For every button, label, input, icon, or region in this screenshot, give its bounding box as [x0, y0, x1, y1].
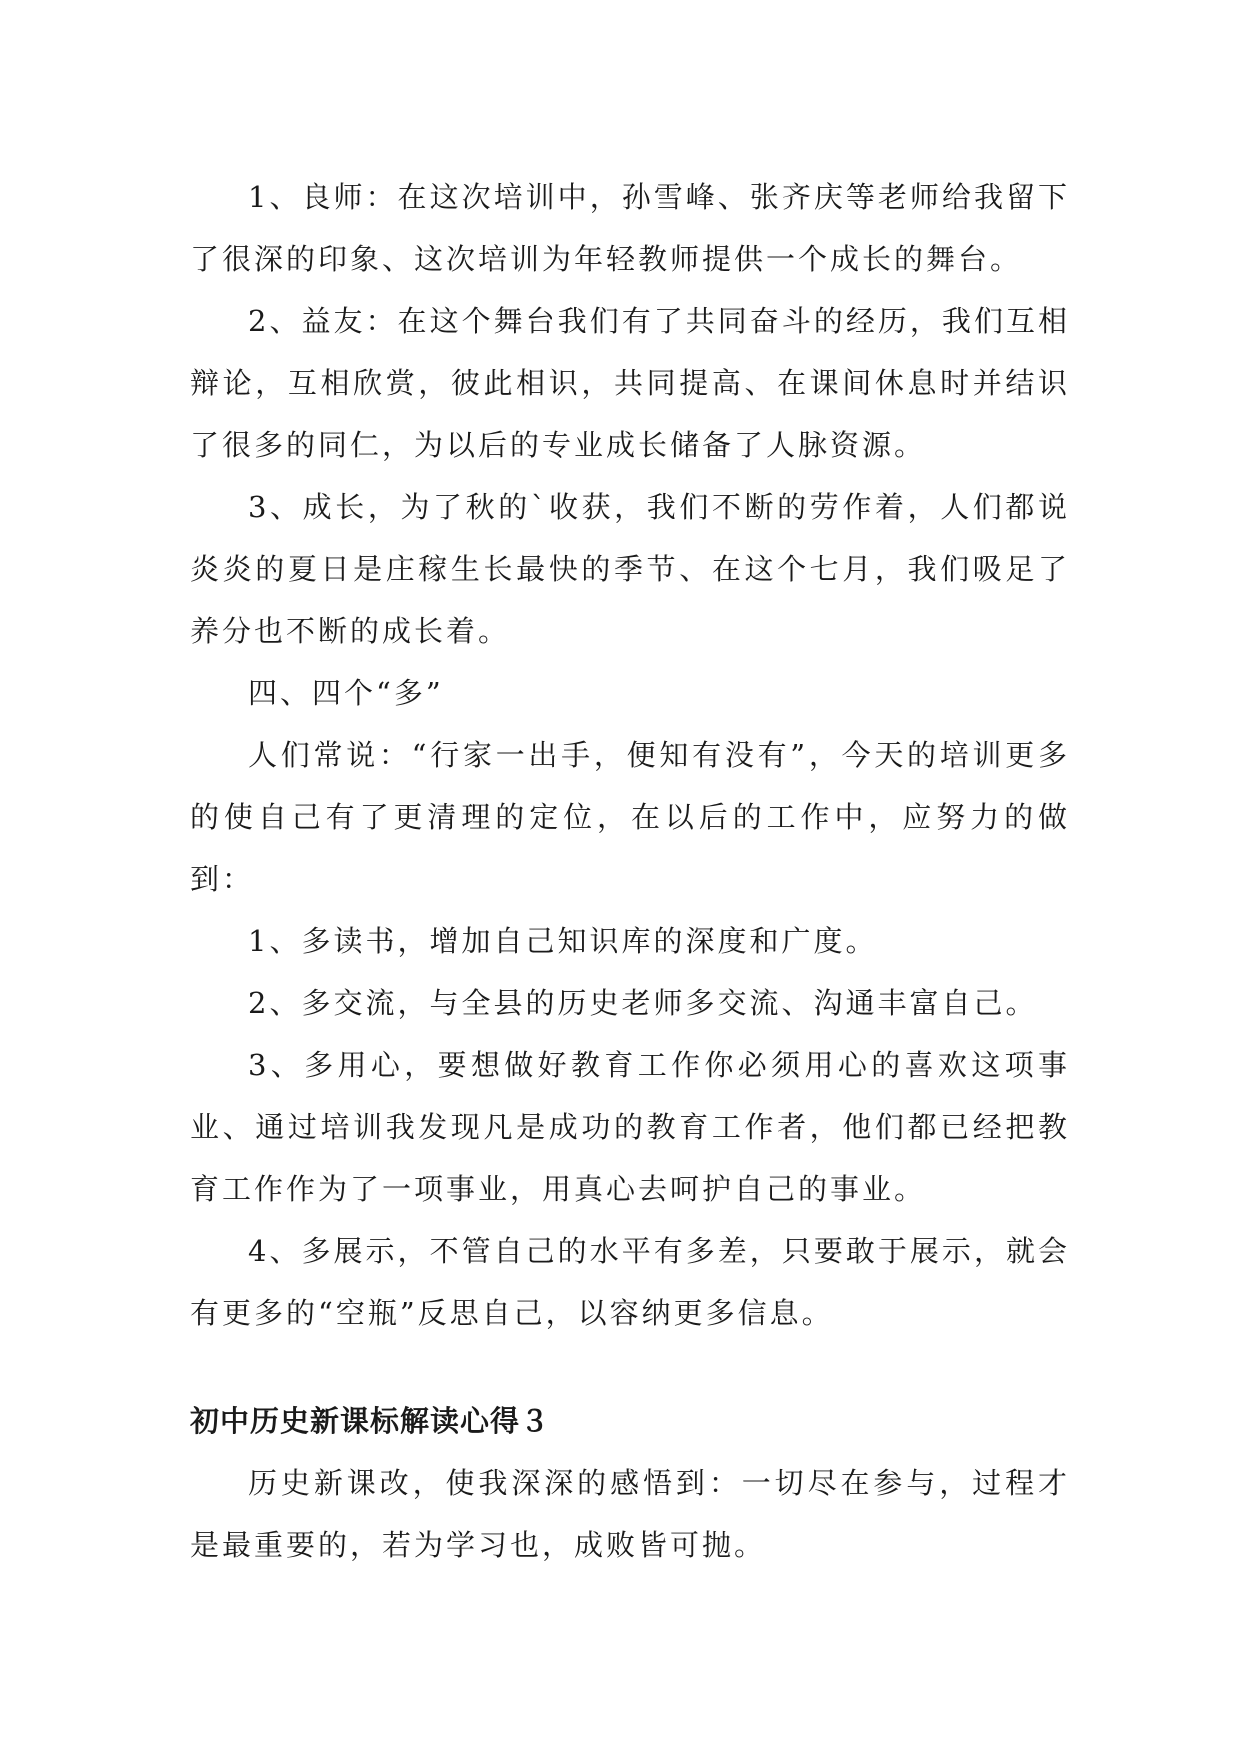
paragraph-growth: 3、成长，为了秋的`收获，我们不断的劳作着，人们都说炎炎的夏日是庄稼生长最快的季节、在这个七月，我们吸足了养分也不断的成长着。 [190, 490, 1070, 648]
paragraph-intro-four-more: 人们常说：“行家一出手，便知有没有”，今天的培训更多的使自己有了更清理的定位，在以后的工作中，应努力的做到： [190, 738, 1070, 896]
paragraph-care-more: 3、多用心，要想做好教育工作你必须用心的喜欢这项事业、通过培训我发现凡是成功的教育工作者，他们都已经把教育工作作为了一项事业，用真心去呵护自己的事业。 [190, 1048, 1070, 1206]
document-body [190, 166, 1070, 1576]
paragraph-good-teacher: 1、良师：在这次培训中，孙雪峰、张齐庆等老师给我留下了很深的印象、这次培训为年轻教师提供一个成长的舞台。 [190, 180, 1070, 276]
paragraph-good-friend: 2、益友：在这个舞台我们有了共同奋斗的经历，我们互相辩论，互相欣赏，彼此相识，共同提高、在课间休息时并结识了很多的同仁，为以后的专业成长储备了人脉资源。 [190, 304, 1070, 462]
paragraph-new-curriculum: 历史新课改，使我深深的感悟到：一切尽在参与，过程才是最重要的，若为学习也，成败皆可抛。 [190, 1466, 1070, 1562]
section-title: 初中历史新课标解读心得３ [190, 1404, 551, 1438]
paragraph-communicate-more: 2、多交流，与全县的历史老师多交流、沟通丰富自己。 [248, 986, 1038, 1020]
paragraph-show-more: 4、多展示，不管自己的水平有多差，只要敢于展示，就会有更多的“空瓶”反思自己，以容纳更多信息。 [190, 1234, 1070, 1330]
subheading-four-more: 四、四个“多” [248, 676, 444, 710]
paragraph-read-more: 1、多读书，增加自己知识库的深度和广度。 [248, 924, 878, 958]
